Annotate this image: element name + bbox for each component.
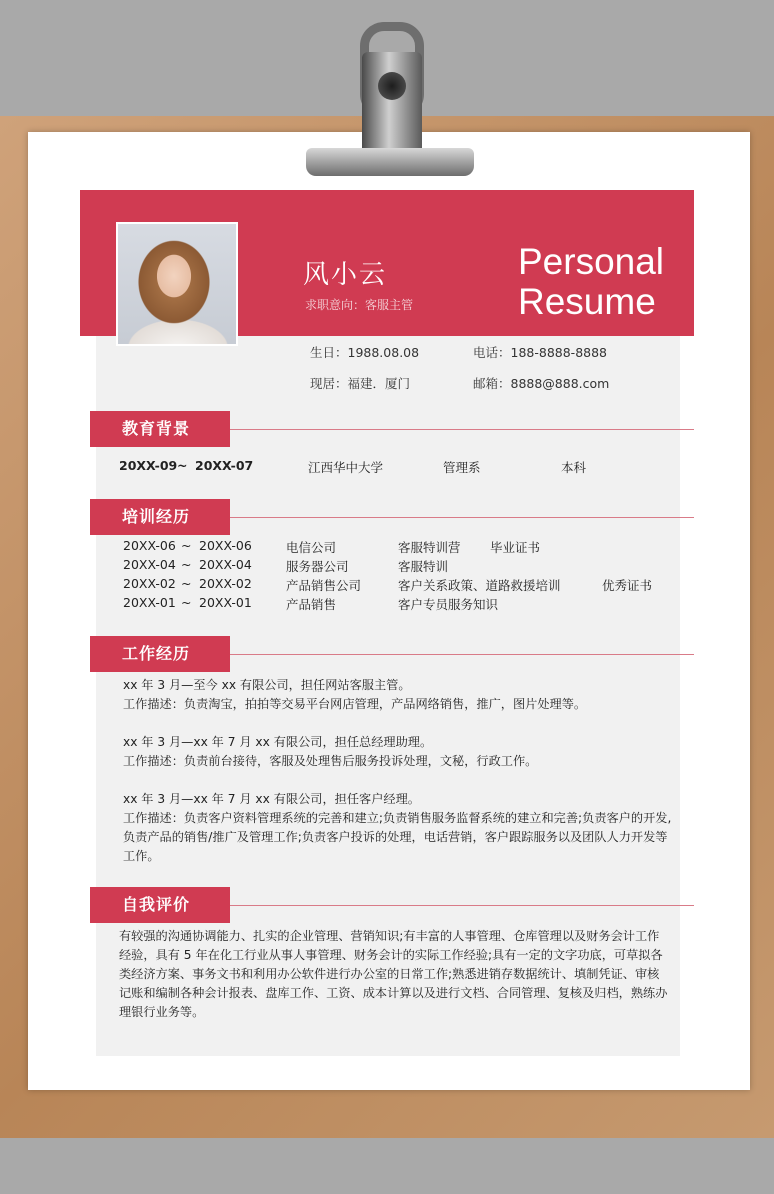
training-list bbox=[123, 538, 683, 614]
profile-photo bbox=[116, 222, 238, 346]
work-entry bbox=[123, 733, 673, 771]
list-item bbox=[123, 538, 683, 557]
info-email: 邮箱：8888@888.com bbox=[473, 376, 610, 391]
train-end: 20XX-06 bbox=[199, 538, 252, 553]
train-sep: ~ bbox=[181, 576, 192, 591]
train-start: 20XX-01 bbox=[123, 595, 176, 610]
section-training: 培训经历 bbox=[90, 499, 230, 535]
train-cert: 毕业证书 bbox=[490, 540, 541, 555]
work-description: 工作描述：负责淘宝，拍拍等交易平台网店管理，产品网络销售，推广，图片处理等。 bbox=[123, 697, 587, 711]
train-course: 客服特训 bbox=[398, 559, 449, 574]
work-title: xx 年 3 月—xx 年 7 月 xx 有限公司，担任总经理助理。 bbox=[123, 735, 433, 749]
edu-separator: ~ bbox=[177, 458, 188, 473]
train-start: 20XX-06 bbox=[123, 538, 176, 553]
section-education: 教育背景 bbox=[90, 411, 230, 447]
edu-department: 管理系 bbox=[443, 460, 481, 475]
edu-start: 20XX-09 bbox=[119, 458, 178, 473]
edu-end: 20XX-07 bbox=[195, 458, 254, 473]
train-cert: 优秀证书 bbox=[602, 578, 653, 593]
train-start: 20XX-02 bbox=[123, 576, 176, 591]
clip-rivet bbox=[378, 72, 406, 100]
list-item bbox=[123, 595, 683, 614]
work-description: 工作描述：负责前台接待，客服及处理售后服务投诉处理，文秘，行政工作。 bbox=[123, 754, 538, 768]
edu-degree: 本科 bbox=[561, 460, 587, 475]
work-description: 工作描述：负责客户资料管理系统的完善和建立;负责销售服务监督系统的建立和完善;负责客户的开发,负责产品的销售/推广及管理工作;负责客户投诉的处理，电话营销，客户跟踪服务以及团队人力开发等工作。 bbox=[123, 811, 672, 863]
train-course: 客户关系政策、道路救援培训 bbox=[398, 578, 561, 593]
train-course: 客服特训营 bbox=[398, 540, 461, 555]
section-divider bbox=[230, 654, 694, 655]
work-entry bbox=[123, 790, 673, 866]
list-item bbox=[123, 557, 683, 576]
title-line-2: Resume bbox=[518, 281, 656, 322]
train-end: 20XX-02 bbox=[199, 576, 252, 591]
train-end: 20XX-04 bbox=[199, 557, 252, 572]
train-org: 服务器公司 bbox=[286, 559, 349, 574]
clip-base bbox=[306, 148, 474, 176]
self-evaluation-text: 有较强的沟通协调能力、扎实的企业管理、营销知识;有丰富的人事管理、仓库管理以及财务会计工作经验，具有 5 年在化工行业从事人事管理、财务会计的实际工作经验;具有一定的文字功底，可草拟各类经济方案、事务文书和利用办公软件进行办公室的日常工作;熟悉进销存数据统计、填制凭证、审核记账和编制各种会计报表、盘库工作、工资、成本计算以及进行文档、合同管理、复核及归档，熟练办理银行业务等。 bbox=[119, 929, 668, 1019]
info-birthday: 生日：1988.08.08 bbox=[310, 345, 420, 360]
title-line-1: Personal bbox=[518, 241, 665, 282]
info-phone: 电话：188-8888-8888 bbox=[473, 345, 608, 360]
list-item bbox=[123, 576, 683, 595]
work-entry bbox=[123, 676, 673, 714]
work-title: xx 年 3 月—xx 年 7 月 xx 有限公司，担任客户经理。 bbox=[123, 792, 420, 806]
train-org: 产品销售公司 bbox=[286, 578, 362, 593]
info-residence: 现居：福建．厦门 bbox=[310, 376, 411, 391]
train-sep: ~ bbox=[181, 538, 192, 553]
candidate-name: 风小云 bbox=[303, 260, 388, 290]
train-sep: ~ bbox=[181, 595, 192, 610]
work-experience bbox=[123, 676, 673, 885]
edu-school: 江西华中大学 bbox=[308, 460, 384, 475]
clip-body bbox=[362, 52, 422, 162]
train-end: 20XX-01 bbox=[199, 595, 252, 610]
section-divider bbox=[230, 905, 694, 906]
job-intent: 求职意向：客服主管 bbox=[305, 298, 414, 312]
train-start: 20XX-04 bbox=[123, 557, 176, 572]
train-course: 客户专员服务知识 bbox=[398, 597, 499, 612]
binder-clip-icon bbox=[300, 22, 480, 178]
train-org: 产品销售 bbox=[286, 597, 337, 612]
train-org: 电信公司 bbox=[286, 540, 337, 555]
resume-title bbox=[518, 242, 688, 322]
section-work: 工作经历 bbox=[90, 636, 230, 672]
section-divider bbox=[230, 517, 694, 518]
section-divider bbox=[230, 429, 694, 430]
train-sep: ~ bbox=[181, 557, 192, 572]
section-self-evaluation: 自我评价 bbox=[90, 887, 230, 923]
work-title: xx 年 3 月—至今 xx 有限公司，担任网站客服主管。 bbox=[123, 678, 411, 692]
